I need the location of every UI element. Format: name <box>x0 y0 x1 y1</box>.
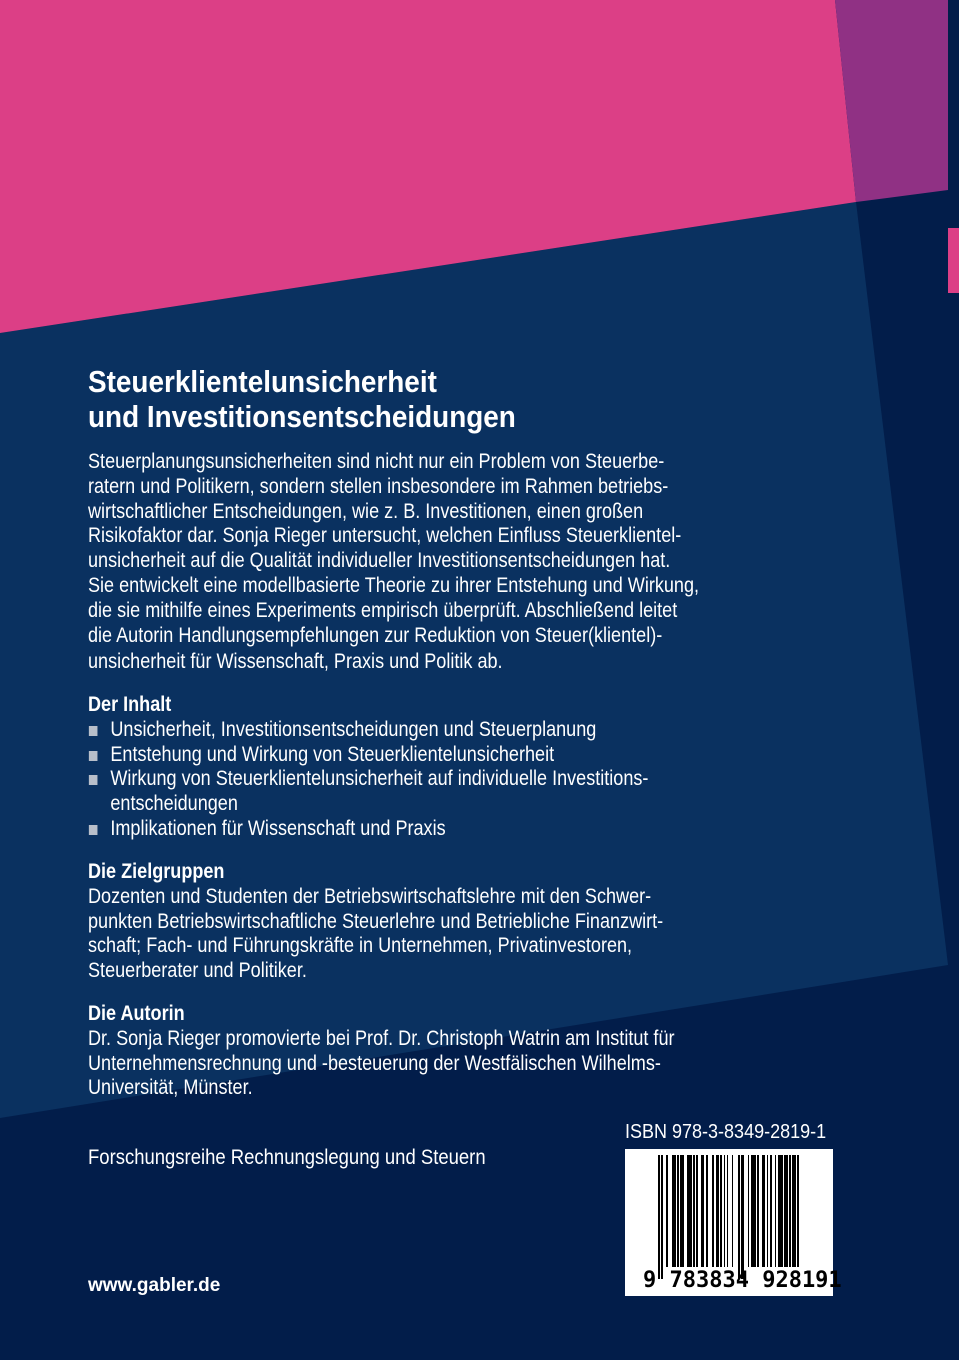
barcode-bar <box>757 1155 759 1267</box>
book-title <box>88 364 516 434</box>
barcode-bar <box>784 1155 787 1267</box>
barcode-bar <box>706 1155 708 1267</box>
barcode-bar <box>748 1155 750 1267</box>
barcode <box>625 1149 842 1296</box>
list-item <box>88 743 648 768</box>
description-line: ratern und Politikern, sondern stellen insbesondere im Rahmen betriebs- <box>88 474 669 498</box>
barcode-bar <box>712 1155 714 1267</box>
barcode-bar <box>666 1155 668 1267</box>
author-line: Unternehmensrechnung und -besteuerung der Westfälischen Wilhelms- <box>88 1051 661 1075</box>
barcode-bar <box>677 1155 679 1267</box>
description-line: Risikofaktor dar. Sonja Rieger untersucht, welchen Einfluss Steuerklientel- <box>88 524 682 548</box>
barcode-bar <box>792 1155 795 1267</box>
pink-tab <box>948 228 959 293</box>
barcode-bar <box>701 1155 704 1267</box>
barcode-bar <box>767 1155 769 1267</box>
barcode-bar <box>696 1155 698 1267</box>
barcode-bar <box>775 1155 777 1267</box>
description-line: unsicherheit für Wissenschaft, Praxis und Politik ab. <box>88 650 503 674</box>
description-line: Steuerplanungsunsicherheiten sind nicht nur ein Problem von Steuerbe- <box>88 450 665 473</box>
contents-section <box>88 693 648 842</box>
barcode-bar <box>658 1155 660 1279</box>
barcode-bar <box>738 1155 740 1279</box>
bullet-square-icon <box>89 726 98 736</box>
list-item-text: Unsicherheit, Investitionsentscheidungen und Steuerplanung <box>110 717 597 741</box>
description-line: unsicherheit auf die Qualität individueller Investitionsentscheidungen hat. <box>88 549 671 573</box>
audience-section <box>88 860 663 984</box>
list-item-text: Implikationen für Wissenschaft und Praxis <box>110 816 446 840</box>
list-item <box>88 817 648 842</box>
barcode-bar <box>724 1155 726 1267</box>
barcode-digits: 9 783834 928191 <box>643 1268 842 1293</box>
list-item-text: entscheidungen <box>110 792 238 816</box>
barcode-bar <box>727 1155 729 1267</box>
publisher-website: www.gabler.de <box>88 1275 221 1296</box>
barcode-bar <box>720 1155 722 1267</box>
bullet-square-icon <box>89 751 98 761</box>
barcode-bar <box>789 1155 791 1267</box>
barcode-bar <box>770 1155 772 1267</box>
audience-line: Dozenten und Studenten der Betriebswirtschaftslehre mit den Schwer- <box>88 884 652 908</box>
author-section <box>88 1002 675 1101</box>
description-line: Sie entwickelt eine modellbasierte Theorie zu ihrer Entstehung und Wirkung, <box>88 573 700 597</box>
bullet-square-icon <box>89 825 98 835</box>
barcode-bar <box>732 1155 734 1267</box>
bullet-square-icon <box>89 775 98 785</box>
description-line: die sie mithilfe eines Experiments empirisch überprüft. Abschließend leitet <box>88 598 678 622</box>
barcode-bar <box>778 1155 783 1267</box>
audience-line: schaft; Fach- und Führungskräfte in Unternehmen, Privatinvestoren, <box>88 934 633 958</box>
description-line: wirtschaftlicher Entscheidungen, wie z. B. Investitionen, einen großen <box>88 499 644 523</box>
barcode-bar <box>672 1155 675 1267</box>
barcode-bar <box>661 1155 663 1279</box>
description-line: die Autorin Handlungsempfehlungen zur Reduktion von Steuer(klientel)- <box>88 623 663 647</box>
list-item-text: Wirkung von Steuerklientelunsicherheit auf individuelle Investitions- <box>110 767 649 791</box>
barcode-bar <box>797 1155 799 1267</box>
barcode-bar <box>693 1155 695 1267</box>
isbn-label: ISBN 978-3-8349-2819-1 <box>625 1121 827 1143</box>
author-line: Dr. Sonja Rieger promovierte bei Prof. Dr. Christoph Watrin am Institut für <box>88 1026 675 1050</box>
title-line: Steuerklientelunsicherheit <box>88 364 437 399</box>
barcode-bars <box>658 1155 823 1273</box>
barcode-bar <box>751 1155 756 1267</box>
audience-heading: Die Zielgruppen <box>88 860 225 883</box>
author-line: Universität, Münster. <box>88 1076 253 1100</box>
barcode-bar <box>687 1155 692 1267</box>
author-heading: Die Autorin <box>88 1002 185 1025</box>
description <box>88 450 699 675</box>
contents-heading: Der Inhalt <box>88 693 172 716</box>
barcode-bar <box>680 1155 683 1267</box>
list-item <box>88 767 648 792</box>
title-line: und Investitionsentscheidungen <box>88 399 516 434</box>
list-item <box>88 718 648 743</box>
series-name: Forschungsreihe Rechnungslegung und Steuern <box>88 1146 486 1169</box>
barcode-bar <box>762 1155 765 1267</box>
audience-line: punkten Betriebswirtschaftliche Steuerlehre und Betriebliche Finanzwirt- <box>88 909 664 933</box>
barcode-bar <box>741 1155 744 1279</box>
list-item-text: Entstehung und Wirkung von Steuerklientelunsicherheit <box>110 742 555 766</box>
barcode-bar <box>716 1155 719 1267</box>
audience-line: Steuerberater und Politiker. <box>88 959 307 983</box>
